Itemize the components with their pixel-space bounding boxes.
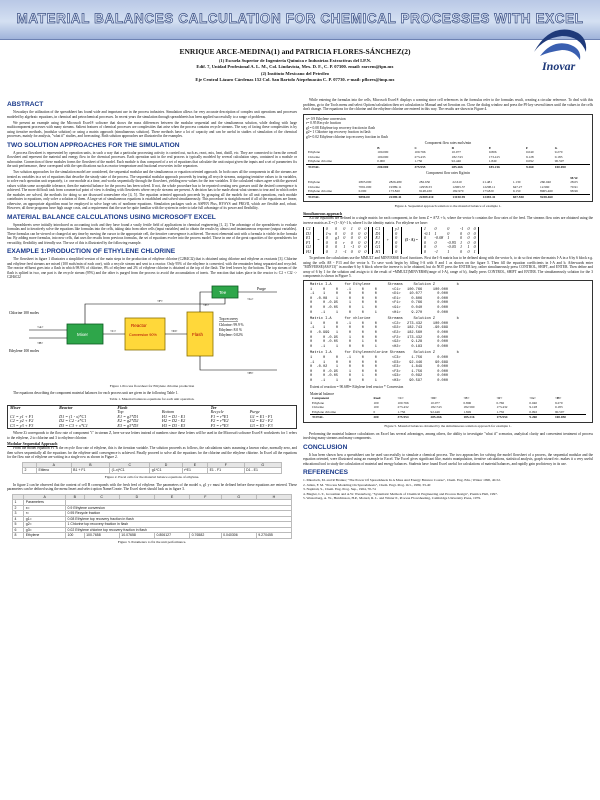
svg-text:<D>: <D> — [171, 328, 178, 333]
figure-1-caption: Figure 1.Process flowsheet for Ethylene chlorine production — [109, 383, 195, 388]
flowsheet-diagram — [7, 282, 297, 382]
tee-label: Tee — [219, 289, 227, 295]
authors: ENRIQUE ARCE-MEDINA(1) and PATRICIA FLORES-SÁNCHEZ(2) — [179, 47, 411, 56]
table-1-caption: Table 1. Material balances equations for each unit operation. — [109, 397, 195, 401]
figure-4-caption: Figure 4. Sequential approach solution to the material balance of example 1. — [394, 204, 502, 208]
svg-text:<C>: <C> — [110, 328, 117, 333]
purge-label: Purge — [257, 286, 266, 291]
flow-rates-mol-table: B C D E F G Ethylene 100.000 100.766 10.077 0.806 0.040 9.270 Chlorine 100.000 273.433 182.743 173.415 9.128 0.183 Ethylene chlorine 0.000 1.756 92.446 1.849 0.092 90.597 TOTAL 200.000 375.955 285.266 185.216 9.260 100.050 — [306, 146, 590, 170]
abstract-heading: ABSTRACT — [7, 101, 44, 108]
figure-3-excel: A B C D E F G H 1 Parameters 2 x= 0.9 Ethylene conversion 3 r= 0.95 Recycle fraction 4 g1= 0.08 Ethylene top recovery fraction in flash 5 g2= 1 Chlorine top recovery fraction in flash 6 g3= 0.02 Ethylene chlorine top recovery fraction in flash 8 Ethylene 100 100.7658 10.07658 0.806127 0.76582 0.040306 9.270455 — [12, 494, 292, 539]
left-column: ABSTRACT Nowadays the utilization of the spreadsheet has found wide and important use in the process industries. Simulation allows for very accurate description of complex unit operations and processes modeled by algebraic equations, in chemical and petrochemical processes. In recent years the simulation through spreadsheets has been applied successfully to a range of problems. We present an example using the Microsoft Excel® software that shows the mass differences between the modular sequential and the simultaneous solution, while dealing with large multicomponent processes with many streams. Salient features of chemical processes are complexities that arise when the process contains recycle streams. The way of facing these complexities is by using iterative methods, (modular solution) or using a matrix approach (simultaneous solution). These methods have a lot of capacity and can be useful in studies of simulation of the chemical processes, mainly for analysis, "what if" studies, and forecasting. Both solution approaches are illustrated in the examples. TWO SOLUTION APPROACHES FOR THE SIMULATION A process flowsheet is represented by operation units, in such a way that a particular processing activity is carried out, such as, react, mix, heat, distill, etc. They are connected to form the overall flowsheet and represent the material and energy flow in the chemical processes. Each operation unit in the real process is typically modeled by several calculation steps, contained in a module or subroutine. Connection of these modules forms the flowsheet of the model. Each module is thus composed of a set of equations that calculate the unit output given the inputs and a set of parameters fix the unit performance, these correspond with the specifications such as reactor temperature and fractional recoveries in the separators. Two solution approaches for the simulation model are considered, the sequential modular and the simultaneous or equation oriented approach. In both cases all the components in all the streams are treated as variables in a set of equations that describe the steady state of the process. The sequential modular approach proceeds by tearing all recycle streams, assigning tentative values to its variables, to solve each operation unit separately, i.e. one module at a time, and works sequentially through the flowsheet, yielding new values for the tear variables. If the calculated values agree with the guessed values within some acceptable tolerance, then the material balance for the process has been solved. If not, the whole procedure has to be repeated creating new guesses until the desired convergence is achieved. The more difficult task from a numerical point of view is dealing with flowsheets where recycle streams are present. A decision has to be made about what streams to tear and in which order the modules are solved, the methods for doing so are discussed somewhere else [4, 5]. The equation oriented approach proceeds by grouping all the models for all unit operations, each module contributes to equations, only solve a solution of them. A large set of simultaneous equations is established and solved simultaneously. This procedure is straightforward if all of the equations are linear, otherwise, an appropriate algorithm must be employed to solve large sets of nonlinear equations. Simulation packages such as ASPEN Plus, HYSYS and PRO/II, which are flexible and, robust. However, all these programs have high usage costs, and a requirement that the user be quite familiar with the system in order to take full advantage of its power and flexibility. MATERIAL BALANCE CALCULATIONS USING MICROSOFT EXCEL Spreadsheets were initially introduced as accounting tools and they have found a vastly fertile field of applications in chemical engineering [1, 2]. The advantage of the spreadsheets to evaluate formulas and to iteratively solve the equations like formulas into the cells, taking data from other cells (input variables) and to obtain the results by almost and instantaneous response (output variables). These formulas can be viewed or changed at any time by moving the cursor to the appropriate cell, the iterative convergence is achieved. The most elemental unit with a formula is visible in the formula bar. By adding more formulas, into new cells, that uses the results from previous formulas, the set of equations evolve into the process model. Those in one of the great capacities of the spreadsheets for versatility, flexibility and friendly use. The use of this is illustrated by the following example. EXAMPLE 1:PRODUCTION OF ETHYLENE CHLORINE The flowsheet in figure 1 illustrates a simplified version of the main steps in the production of ethylene chlorine (C2H4Cl2) that is obtained using chlorine and ethylene as reactants [3]. Chlorine and ethylene feed streams are mixed (100 mols/min of each one), with a recycle stream and sent to a reactor. Only 95% of the ethylene is converted, with the remainder being separated and recycled. The reactor effluent goes into a flash in which 98.9% of chlorine, 8% of ethylene and 2% of ethylene chlorine is obtained at the top of the flash. The feed leaves by the bottom. The top stream of the flash is splited in two, one part is the recycle stream (95%) and the other is purged from the process to avoid the accumulation of inerts. The reaction that takes place in the reactor is: C2 + Cl2 -> C2H4Cl2 Mixer Reactor Conversion 90% Flash Tee Chlorine 100 moles Ethylene 100 moles <A> <B> <C> <D> <F> <E> Purge <G> <H> Top recovery Chlorine: 99.9 % Ethylene: 8.0 % Ethylene: 0.02% Figure 1.Process flowsheet for Ethylene chlorine production The equations describing the component material balances for each process unit are given in the following Table 1. Table 1. Material balances equations for each unit operation. Mixer Reactor Flash Tee Top Bottom Recycle Purge C1 = y1 + F1 D1 = (1 - x)*C1 E1 = g1*D1 H1 = D1 - E1 F1 = r*E1 G1 = E1 - F1 C2 = y2 + F2 D2 = C2 - x*C1 E2 = g2*D2 H2 = D2 - E2 F2 = r*E2 G2 = E2 - F2 C3 = y3 + F3 D3 = C3 + x*C1 E3 = g3*D3 H3 = D3 - E3 F3 = r*E3 G3 = E3 - F3 Where Zi corresponds to the flow rate of component "i" in stream Z, here we use letters instead of numbers since these letters will be used in the Microsoft software Excel® worksheets for 1 refers to the ethylene, 2 to chlorine and 3 to ethylene chlorine. Modular Sequential Approach From the model equation F1 is the recycle flow rate of ethylene, this is the iteration variable. The solution proceeds as follows, the calculations starts assuming a known value, normally zero, and then solves sequentially all the equations for the ethylene until convergence is achieved. Finally proceed to solve all the equations for the chlorine and the ethylene chlorine. In Excel all the equations for the flow rate of ethylene are writing in a single row as shown in Figure 2. A B C D E F G 2 Etileno B1 + F1 (1-x)*C1 g1*C1 r*E1 E1 - F1 D1 - E1 Figure 2. Excel cells for the material balance equations of ethylene. In figure 2 can be observed that the content of cell B corresponds with the fresh feed of ethylene. The parameters of the model x, g1 y r must be defined before these equations are entered. These parameters can be defined using the menu Insert and select option Name/Create. The Excel sheet should look as in figure 3. A B C D E F G H 1 Parameters 2 x= 0.9 Ethylene conversion 3 r= 0.95 Recycle fraction 4 g1= 0.08 Ethylene top recovery fraction in flash 5 g2= 1 Chlorine top recovery fraction in flash 6 g3= 0.02 Ethylene chlorine top recovery fraction in flash 8 Ethylene 100 100.7658 10.07658 0.806127 0.76582 0.040306 9.270455 Figure 3. Parameters to fix the unit performance. — [7, 101, 297, 544]
paper-title: MATERIAL BALANCES CALCULATION FOR CHEMICAL PROCESSES WITH EXCEL — [16, 11, 584, 26]
section-two-approaches: TWO SOLUTION APPROACHES FOR THE SIMULATION — [7, 141, 180, 149]
svg-text:<F>: <F> — [157, 298, 163, 303]
abstract-text-2: We present an example using the Microsoft Excel® software that shows the mass differences between the modular sequential and the simultaneous solution, while dealing with large multicomponent processes with many streams. Salient features of chemical processes are complexities that arise when the process contains recycle streams. The way of facing these complexities is by using iterative methods, (modular solution) or using a matrix approach (simultaneous solution). These methods have a lot of capacity and can be useful in studies of simulation of the chemical processes, mainly for analysis, "what if" studies, and forecasting. Both solution approaches are illustrated in the examples. — [7, 120, 297, 138]
svg-text:<E>: <E> — [203, 302, 210, 307]
figure-5-matrices: Matrix I-A for Ethylene Streams Solution Z b 1 0 0 -1 0 0 <C1> 100.766 100.000 -1 1 0 0 0 0 <D1> 10.077 0.000 0 -0.08 1 0 0 0 <E1> 0.806 0.000 0 0 -0.95 1 0 0 <F1> 0.766 0.000 0 0 -0.05 0 1 0 <G1> 0.040 0.000 0 -1 1 0 0 1 <H1> 9.270 0.000 Matrix I-A for chlorine Streams Solution Z b 1 0 0 -1 0 0 <C2> 273.432 100.000 -1 1 0 0 0 0 <D2> 182.743 -90.689 0 -0.999 1 0 0 0 <E2> 182.560 0.000 0 0 -0.95 1 0 0 <F2> 173.432 0.000 0 0 -0.05 0 1 0 <G2> 9.128 0.000 0 -1 1 0 0 1 <H2> 0.183 0.000 Matrix I-A for Ethylenechlorine Streams Solution Z b 1 0 0 -1 0 0 <C3> 1.756 0.000 -1 1 0 0 0 0 <D3> 92.446 90.689 0 -0.02 1 0 0 0 <E3> 1.849 0.000 0 0 -0.95 1 0 0 <F3> 1.756 0.000 0 0 -0.05 0 1 0 <G3> 0.092 0.000 0 -1 1 0 0 1 <H3> 90.597 0.000 Extent of reaction = 90.689= Ethylene feed reactor * Conversion Material balance Component Feed <C> <D> <E> <F> <G> <H> Ethylene 100 100.766 10.077 0.806 0.766 0.040 9.270 Chlorine 100 273.432 182.743 182.560 173.432 9.128 0.183 Ethylene chlorine 0 1.756 92.446 1.849 1.756 0.092 90.597 TOTAL 200 375.954 285.266 185.216 175.954 9.260 100.050 — [303, 280, 593, 423]
inovar-logo — [530, 22, 592, 74]
section-excel: MATERIAL BALANCE CALCULATIONS USING MICROSOFT EXCEL — [7, 213, 216, 221]
figure-5-caption: Figure 5. Material balances obtained by the simultaneous solution approach for example 1. — [384, 424, 512, 429]
mixer-label: Mixer — [77, 331, 88, 337]
figure-2-caption: Figure 2. Excel cells for the material balance equations of ethylene. — [104, 475, 200, 479]
figure-2-excel: A B C D E F G 2 Etileno B1 + F1 (1-x)*C1 g1*C1 r*E1 E1 - F1 D1 - E1 — [22, 462, 282, 474]
reference-item: 4. Biegler, L.T., Grossman and A.W. Westerberg, "Systematic Methods of Chemical Engineering and Process Design", Prentice Hall, 1997. — [303, 491, 498, 496]
flash-label: Flash — [192, 331, 204, 337]
chlorine-feed-label: Chlorine 100 moles — [9, 310, 39, 315]
svg-text:Ethylene: 0.02%: Ethylene: 0.02% — [219, 332, 243, 337]
reference-item: 5. Westerberg, A. W., Hutchinson, H.P., Motard, R. L. and Winter P., Process Flowsheeting, Cambridge University Press, 1979. — [303, 496, 481, 501]
svg-text:Chlorine: 99.9 %: Chlorine: 99.9 % — [219, 322, 244, 327]
top-recovery-label: Top recovery — [219, 316, 239, 321]
svg-text:<H>: <H> — [247, 370, 254, 375]
reference-item: 1. Mkorisch, M. and R Branka; "The Power Of Spreadsheets In A Mass And Energy Balance Course", Chem. Eng. Edu.; Winter 1990, 40-52. — [303, 478, 501, 483]
reactor-label: Reactor — [131, 322, 147, 328]
modular-heading: Modular Sequential Approach — [7, 441, 58, 446]
svg-text:<B>: <B> — [37, 340, 44, 345]
logo-text: Inovar — [542, 59, 576, 73]
conclusion-heading: CONCLUSION — [303, 443, 348, 451]
svg-text:Ethylene: 8.0 %: Ethylene: 8.0 % — [219, 327, 243, 332]
figure-3-caption: Figure 3. Parameters to fix the unit performance. — [117, 540, 187, 544]
affiliations: (1) Escuela Superior de Ingeniería Química e Industrias Extractivas del I.P.N. Edif. 7, Unidad Profesional A. L. M., Col. Lindavista, Mex. D. F., C. P. 07300. email: earcem@ipn.mx (2) Instituto Mexicano del Petróleo Eje Central Lázaro Cárdenas 152 Col. San Bartolo Atepehuacán C. P. 07730. e-mail: pflores@imp.mx — [195, 58, 395, 82]
reference-item: 3. Naphtali, S., Chem. Eng. Prog. Sup., 1964, 70-74 — [303, 487, 376, 492]
references-heading: REFERENCES — [303, 469, 349, 477]
flow-rates-kg-table: M.W. Ethylene 2805.000 2826.480 282.650 22.610 21.481 1.130 260.040 28.05 Chlorine 7091.000 19389.11 12958.33 12965.37 12298.11 647.27 12.960 70.91 Ethylene chlorine 0.000 173.820 9148.430 182.970 173.820 9.150 8965.460 98.96 TOTAL 9896.00 22389.41 22389.410 13150.95 12493.41 657.550 9238.460 — [306, 176, 590, 200]
material-balance-table: Component Feed <C> <D> <E> <F> <G> <H> Ethylene 100 100.766 10.077 0.806 0.766 0.040 9.270 Chlorine 100 273.432 182.743 182.560 173.432 9.128 0.183 Ethylene chlorine 0 1.756 92.446 1.849 1.756 0.092 90.597 TOTAL 200 375.954 285.266 185.216 175.954 9.260 100.050 — [310, 396, 586, 420]
matrix-equation: C1 D1 E1 F1 G1 H1 = 0 0 0 1 0 0 1-x 0 0 0 0 0 0 g1 0 0 0 0 0 0 r 0 0 0 0 0 1 -1 0 0 0 1 -1 0 0 0 C1 D1 E1 F1 G1 H1 + y1 0 0 0 0 0 (I - A) = 1 0 0 -1 0 0 -0.1 1 0 0 0 0 0 -0.08 1 0 0 0 0 0 -0.95 1 0 0 0 0 -0.05 1 1 0 0 -1 1 0 0 1 — [303, 227, 593, 254]
title-banner — [0, 0, 600, 40]
simultaneous-heading: Simultaneous approach — [303, 211, 343, 216]
svg-text:<A>: <A> — [37, 324, 44, 329]
abstract-text-1: Nowadays the utilization of the spreadsheet has found wide and important use in the process industries. Simulation allows for very accurate description of complex unit operations and processes modeled by algebraic equations, in chemical and petrochemical processes. In recent years the simulation through spreadsheets has been applied successfully to a range of problems. — [7, 110, 297, 119]
conversion-label: Conversion 90% — [129, 332, 157, 337]
figure-1-flowsheet — [7, 282, 297, 382]
right-column: While entering the formulas into the cells, Microsoft Excel® displays a warning since cell references in the formulas refer to the formulas result, creating a circular reference. To deal with this problem, go to the Tools menu and select Options/calculation then set calculation to Manual and set Iteration on. Close the dialog window and press the F9 key several times until the values in the cells don't change. The equations for the chlorine and the ethylene chlorine are entered in this way. The results are shown in Figure 4. x= 0.9 Ethylene conversion r= 0.95 Recycle fraction g1= 0.08 Ethylene top recovery fraction in flash g2= 1 Chlorine top recovery fraction in flash g3= 0.02 Ethylene chlorine top recovery fraction in flash Component flow rates mols/min B C D E F G Ethylene 100.000 100.766 10.077 0.806 0.040 9.270 Chlorine 100.000 273.433 182.743 173.415 9.128 0.183 Ethylene chlorine 0.000 1.756 92.446 1.849 0.092 90.597 TOTAL 200.000 375.955 285.266 185.216 9.260 100.050 Component flow rates Kg/min M.W. Ethylene 2805.000 2826.480 282.650 22.610 21.481 1.130 260.040 28.05 Chlorine 7091.000 19389.11 12958.33 12965.37 12298.11 647.27 12.960 70.91 Ethylene chlorine 0.000 173.820 9148.430 182.970 173.820 9.150 8965.460 98.96 TOTAL 9896.00 22389.41 22389.410 13150.95 12493.41 657.550 9238.460 Figure 4. Sequential approach solution to the material balance of example 1. Simultaneous approach All the equations are defined in a single matrix for each component, in the form Z = A*Z + b, where the vector b contains the flow rates of the feed. The streams flow rates are obtained using the inverse matrix as Z = (I - A)^-1 b, where I is the identity matrix. For ethylene we have: C1 D1 E1 F1 G1 H1 = 0 0 0 1 0 0 1-x 0 0 0 0 0 0 g1 0 0 0 0 0 0 r 0 0 0 0 0 1 -1 0 0 0 1 -1 0 0 0 C1 D1 E1 F1 G1 H1 + y1 0 0 0 0 0 (I - A) = 1 0 0 -1 0 0 -0.1 1 0 0 0 0 0 -0.08 1 0 0 0 0 0 -0.95 1 0 0 0 0 -0.05 1 1 0 0 -1 1 0 0 1 To perform the calculations use the MMULT and MINVERSE Excel functions. First the I-A matrix has to be defined along with the vector b, to do so first enter the matrix I-A in a 6 by 6 block e.g. using the cells A8 - F13 and the vector b. To save work begin by filling I-A with 0 and 1 as shown on the figure 5. Then fill the equation coefficients in I-A and b. Afterwards enter "MINVERSE(A8:F13)" in another 6 by 6 block where the inverse is to be obtained, but do NOT press the ENTER key, rather simultaneously press CONTROL, SHIFT, and ENTER. Then define and array of 6 by 1 for the solution and assign to it the result of =MMULT(MINVERSE(range of I-A), range of b), finally press CONTROL, SHIFT and ENTER. The simultaneously solution for the 3 components is shown in Figure 5. Matrix I-A for Ethylene Streams Solution Z b 1 0 0 -1 0 0 <C1> 100.766 100.000 -1 1 0 0 0 0 <D1> 10.077 0.000 0 -0.08 1 0 0 0 <E1> 0.806 0.000 0 0 -0.95 1 0 0 <F1> 0.766 0.000 0 0 -0.05 0 1 0 <G1> 0.040 0.000 0 -1 1 0 0 1 <H1> 9.270 0.000 Matrix I-A for chlorine Streams Solution Z b 1 0 0 -1 0 0 <C2> 273.432 100.000 -1 1 0 0 0 0 <D2> 182.743 -90.689 0 -0.999 1 0 0 0 <E2> 182.560 0.000 0 0 -0.95 1 0 0 <F2> 173.432 0.000 0 0 -0.05 0 1 0 <G2> 9.128 0.000 0 -1 1 0 0 1 <H2> 0.183 0.000 Matrix I-A for Ethylenechlorine Streams Solution Z b 1 0 0 -1 0 0 <C3> 1.756 0.000 -1 1 0 0 0 0 <D3> 92.446 90.689 0 -0.02 1 0 0 0 <E3> 1.849 0.000 0 0 -0.95 1 0 0 <F3> 1.756 0.000 0 0 -0.05 0 1 0 <G3> 0.092 0.000 0 -1 1 0 0 1 <H3> 90.597 0.000 Extent of reaction = 90.689= Ethylene feed reactor * Conversion Material balance Component Feed <C> <D> <E> <F> <G> <H> Ethylene 100 100.766 10.077 0.806 0.766 0.040 9.270 Chlorine 100 273.432 182.743 182.560 173.432 9.128 0.183 Ethylene chlorine 0 1.756 92.446 1.849 1.756 0.092 90.597 TOTAL 200 375.954 285.266 185.216 175.954 9.260 100.050 Figure 5. Material balances obtained by the simultaneous solution approach for example 1. Performing the material balance calculations on Excel has several advantages, among others, the ability to investigate "what if" scenarios, analytical clarity and convenient treatment of process involving many streams and many components. CONCLUSION It has been shown how a spreadsheet can be used successfully to simulate a chemical process. The two approaches for solving the model flowsheet of a process, the sequential modular and the equation oriented, were illustrated using an example in Excel. The Excel gives significant like, matrix manipulation, iterative calculations, statistical analysis, graph wizard etc. makes it a very useful educational tool to study the calculation of material and energy balances. Students have found Excel useful for calculations of material balances, and rapidly gain proficiency in its use. REFERENCES 1. Mkorisch, M. and R Branka; "The Power Of Spreadsheets In A Mass And Energy Balance Course", Chem. Eng. Edu.; Winter 1990, 40-52. 2. Julian, F. M. "Process Modeling On Spreadsheets", Chem. Engr. Prog. Oct., 1989, 33-40 3. Naphtali, S., Chem. Eng. Prog. Sup., 1964, 70-74 4. Biegler, L.T., Grossman and A.W. Westerberg, "Systematic Methods of Chemical Engineering and Process Design", Prentice Hall, 1997. 5. Westerberg, A. W., Hutchinson, H.P., Motard, R. L. and Winter P., Process Flowsheeting, Cambridge University Press, 1979. — [303, 98, 593, 501]
svg-text:<G>: <G> — [247, 296, 254, 301]
section-example: EXAMPLE 1:PRODUCTION OF ETHYLENE CHLORINE — [7, 248, 176, 255]
ethylene-feed-label: Ethylene 100 moles — [9, 348, 40, 353]
figure-4-results: x= 0.9 Ethylene conversion r= 0.95 Recycle fraction g1= 0.08 Ethylene top recovery fraction in flash g2= 1 Chlorine top recovery fraction in flash g3= 0.02 Ethylene chlorine top recovery fraction in flash Component flow rates mols/min B C D E F G Ethylene 100.000 100.766 10.077 0.806 0.040 9.270 Chlorine 100.000 273.433 182.743 173.415 9.128 0.183 Ethylene chlorine 0.000 1.756 92.446 1.849 0.092 90.597 TOTAL 200.000 375.955 285.266 185.216 9.260 100.050 Component flow rates Kg/min M.W. Ethylene 2805.000 2826.480 282.650 22.610 21.481 1.130 260.040 28.05 Chlorine 7091.000 19389.11 12958.33 12965.37 12298.11 647.27 12.960 70.91 Ethylene chlorine 0.000 173.820 9148.430 182.970 173.820 9.150 8965.460 98.96 TOTAL 9896.00 22389.41 22389.410 13150.95 12493.41 657.550 9238.460 — [303, 114, 593, 203]
table-1-equations: Mixer Reactor Flash Tee Top Bottom Recycle Purge C1 = y1 + F1 D1 = (1 - x)*C1 E1 = g1*D1 H1 = D1 - E1 F1 = r*E1 G1 = E1 - F1 C2 = y2 + F2 D2 = C2 - x*C1 E2 = g2*D2 H2 = D2 - E2 F2 = r*E2 G2 = E2 - F2 C3 = y3 + F3 D3 = C3 + x*C1 E3 = g3*D3 H3 = D3 - E3 F3 = r*E3 G3 = E3 - F3 — [7, 405, 297, 430]
reference-item: 2. Julian, F. M. "Process Modeling On Spreadsheets", Chem. Engr. Prog. Oct., 1989, 33-40 — [303, 482, 431, 487]
